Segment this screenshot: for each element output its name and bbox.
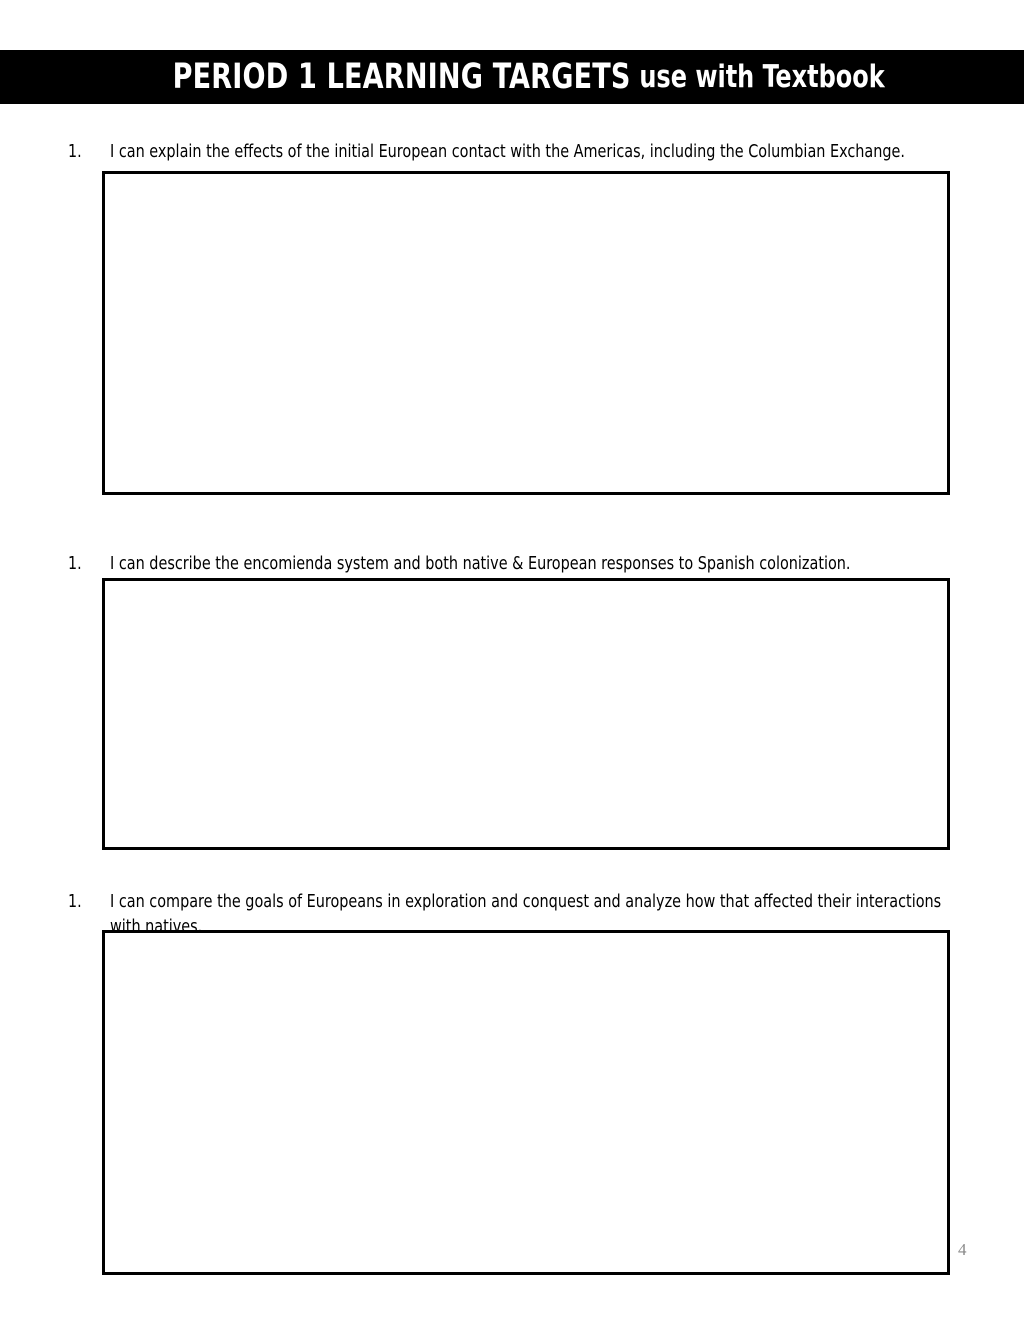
learning-target-1-number: 1.: [68, 141, 82, 162]
answer-area-2[interactable]: [102, 578, 950, 850]
page-title-banner: [0, 50, 1024, 104]
learning-target-3-number: 1.: [68, 891, 82, 912]
page-title-subtitle: use with Textbook: [630, 59, 885, 95]
learning-target-2-text: I can describe the encomienda system and both native & European responses to Spanish colonization.: [110, 553, 851, 574]
learning-target-2: [0, 551, 1024, 576]
learning-target-3-text: I can compare the goals of Europeans in exploration and conquest and analyze how that affected their interactions with natives.: [110, 891, 942, 937]
page-title-main: PERIOD 1 LEARNING TARGETS: [172, 57, 631, 97]
learning-target-1-line: [0, 139, 1024, 164]
learning-target-1-text: I can explain the effects of the initial European contact with the Americas, including the Columbian Exchange.: [110, 141, 905, 162]
answer-area-3[interactable]: [102, 930, 950, 1275]
learning-target-2-line: [0, 551, 1024, 576]
learning-target-2-number: 1.: [68, 553, 82, 574]
page-number: 4: [958, 1240, 967, 1259]
learning-target-1: [0, 139, 1024, 164]
answer-area-1[interactable]: [102, 171, 950, 495]
